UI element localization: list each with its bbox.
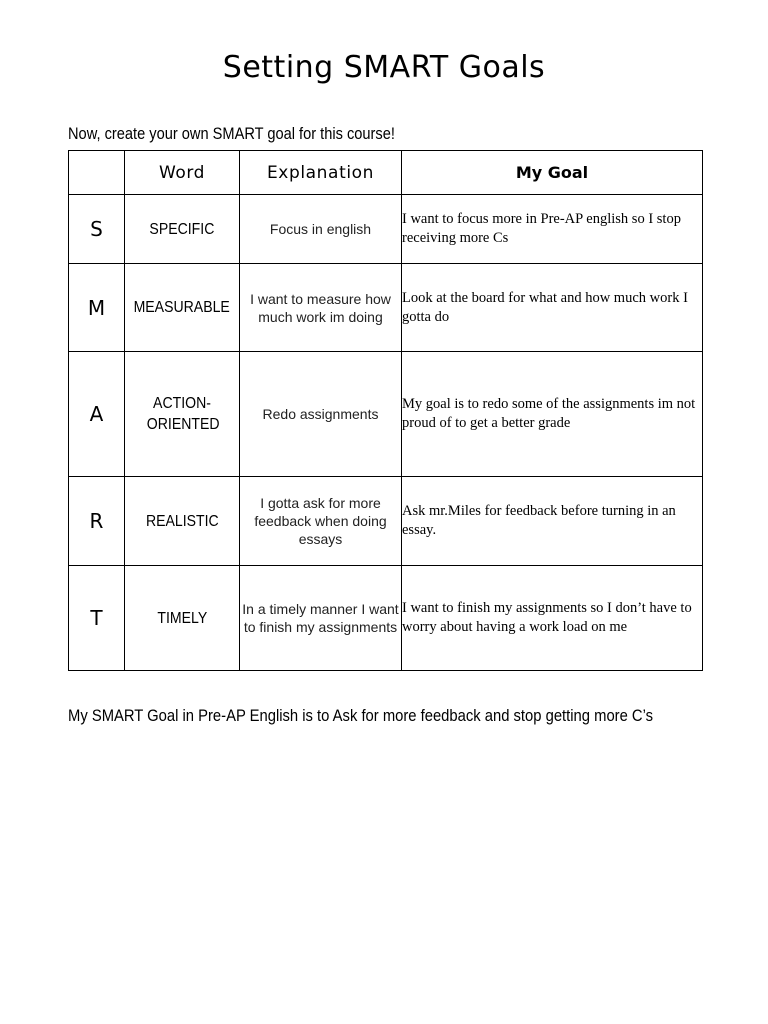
row-goal: I want to focus more in Pre-AP english so I stop receiving more Cs: [402, 195, 703, 264]
row-goal: I want to finish my assignments so I don’t have to worry about having a work load on me: [402, 566, 703, 671]
page-title: Setting SMART Goals: [222, 50, 546, 85]
header-letter: [69, 151, 125, 195]
row-explanation: I gotta ask for more feedback when doing essays: [240, 477, 402, 566]
smart-goals-table: [68, 150, 703, 671]
table-row: [69, 264, 703, 352]
header-word: Word: [125, 151, 240, 195]
row-word: MEASURABLE: [125, 264, 240, 352]
row-explanation: Focus in english: [240, 195, 402, 264]
table-row: [69, 566, 703, 671]
header-explanation: Explanation: [240, 151, 402, 195]
row-letter: A: [69, 352, 125, 477]
row-explanation: I want to measure how much work im doing: [240, 264, 402, 352]
table-row: [69, 352, 703, 477]
summary-goal-text: My SMART Goal in Pre-AP English is to Ask for more feedback and stop getting more C’s: [68, 706, 654, 725]
header-row: [69, 151, 703, 195]
row-letter: R: [69, 477, 125, 566]
row-letter: S: [69, 195, 125, 264]
row-explanation: Redo assignments: [240, 352, 402, 477]
header-my-goal: My Goal: [402, 151, 703, 195]
row-word: REALISTIC: [125, 477, 240, 566]
row-word: TIMELY: [125, 566, 240, 671]
row-letter: M: [69, 264, 125, 352]
table-row: [69, 477, 703, 566]
row-word: SPECIFIC: [125, 195, 240, 264]
table-row: [69, 195, 703, 264]
row-goal: My goal is to redo some of the assignments im not proud of to get a better grade: [402, 352, 703, 477]
row-goal: Ask mr.Miles for feedback before turning in an essay.: [402, 477, 703, 566]
row-letter: T: [69, 566, 125, 671]
instruction-text: Now, create your own SMART goal for this course!: [68, 124, 395, 143]
row-word: ACTION-ORIENTED: [125, 352, 240, 477]
row-goal: Look at the board for what and how much work I gotta do: [402, 264, 703, 352]
row-explanation: In a timely manner I want to finish my assignments: [240, 566, 402, 671]
